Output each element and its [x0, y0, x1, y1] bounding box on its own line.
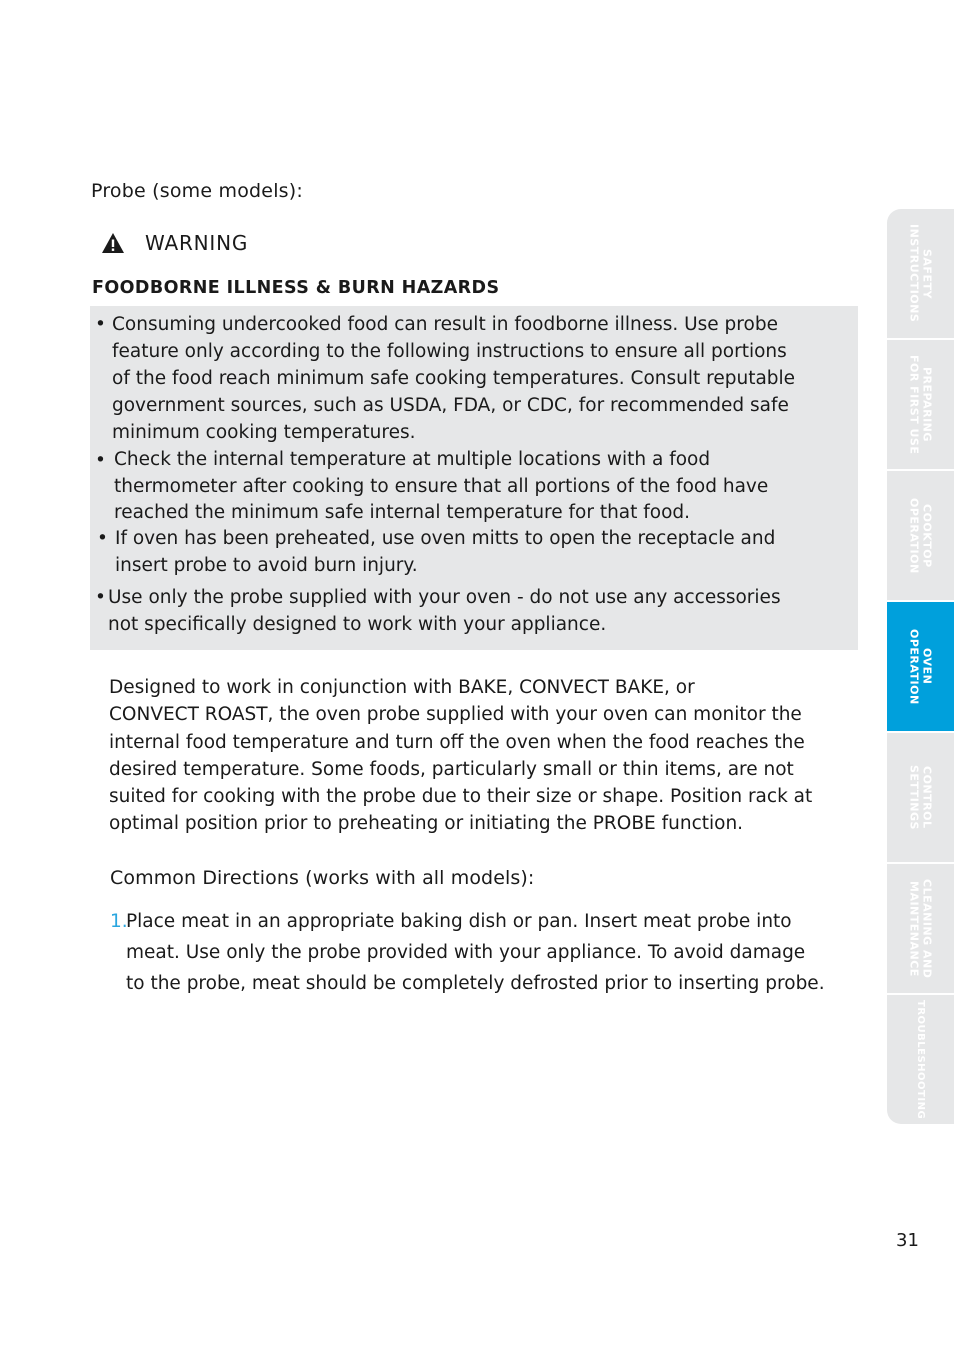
- common-directions-heading: Common Directions (works with all models):: [110, 867, 535, 889]
- bullet-dot: •: [95, 450, 106, 471]
- warning-bullet-text: Check the internal temperature at multiple locations with a food thermometer after cooking to ensure that all portions of the food have reached the minimum safe internal temperature for that food.: [114, 449, 769, 523]
- tab-preparing-for-first-use[interactable]: [887, 340, 954, 469]
- tab-label: PREPARING FOR FIRST USE: [907, 354, 934, 455]
- tab-oven-operation[interactable]: [887, 602, 954, 731]
- tab-label: SAFETY INSTRUCTIONS: [907, 224, 934, 323]
- hazard-title: FOODBORNE ILLNESS & BURN HAZARDS: [92, 278, 500, 298]
- bullet-dot: •: [95, 587, 106, 608]
- tab-label: CLEANING AND MAINTENANCE: [907, 878, 934, 979]
- warning-bullet: [95, 584, 781, 638]
- tab-label: CONTROL SETTINGS: [907, 765, 934, 830]
- step-number: 1.: [110, 911, 128, 932]
- tab-safety-instructions[interactable]: [887, 209, 954, 338]
- step-item: [110, 906, 890, 999]
- warning-header: [101, 231, 248, 255]
- warning-bullet-text: Consuming undercooked food can result in foodborne illness. Use probe feature only according to the following instructions to ensure all portions of the food reach minimum safe cooking temperatures. Consult reputable government sources, such as USDA, FDA, or CDC, for recommended safe minimum cooking temperatures.: [112, 314, 796, 443]
- description-paragraph: Designed to work in conjunction with BAKE, CONVECT BAKE, or CONVECT ROAST, the oven probe supplied with your oven can monitor the internal food temperature and turn off the oven when the food reaches the desired temperature. Some foods, particularly small or thin items, are not suited for cooking with the probe due to their size or shape. Position rack at optimal position prior to preheating or initiating the PROBE function.: [109, 677, 813, 835]
- warning-box: [90, 306, 858, 650]
- step-text: Place meat in an appropriate baking dish or pan. Insert meat probe into meat. Use only the probe provided with your appliance. To avoid damage to the probe, meat should be completely defrosted prior to inserting probe.: [126, 911, 825, 994]
- warning-bullet-text: If oven has been preheated, use oven mitts to open the receptacle and insert probe to avoid burn injury.: [115, 528, 776, 576]
- warning-bullet: [95, 447, 768, 527]
- page-number: 31: [896, 1230, 919, 1251]
- bullet-dot: •: [97, 528, 108, 549]
- probe-heading: Probe (some models):: [91, 180, 303, 202]
- tab-control-settings[interactable]: [887, 733, 954, 862]
- tab-label: COOKTOP OPERATION: [907, 497, 934, 574]
- warning-bullet-text: Use only the probe supplied with your oven - do not use any accessories not specifically designed to work with your appliance.: [108, 587, 781, 635]
- tab-troubleshooting[interactable]: [887, 995, 954, 1124]
- warning-bullet: [95, 311, 795, 446]
- tab-cooktop-operation[interactable]: [887, 471, 954, 600]
- warning-bullet: [95, 525, 775, 579]
- tab-label: OVEN OPERATION: [907, 628, 934, 705]
- warning-triangle-icon: [101, 232, 125, 254]
- warning-label: WARNING: [145, 231, 249, 255]
- bullet-dot: •: [95, 314, 106, 335]
- tab-label: TROUBLESHOOTING: [915, 999, 926, 1120]
- tab-cleaning-and-maintenance[interactable]: [887, 864, 954, 993]
